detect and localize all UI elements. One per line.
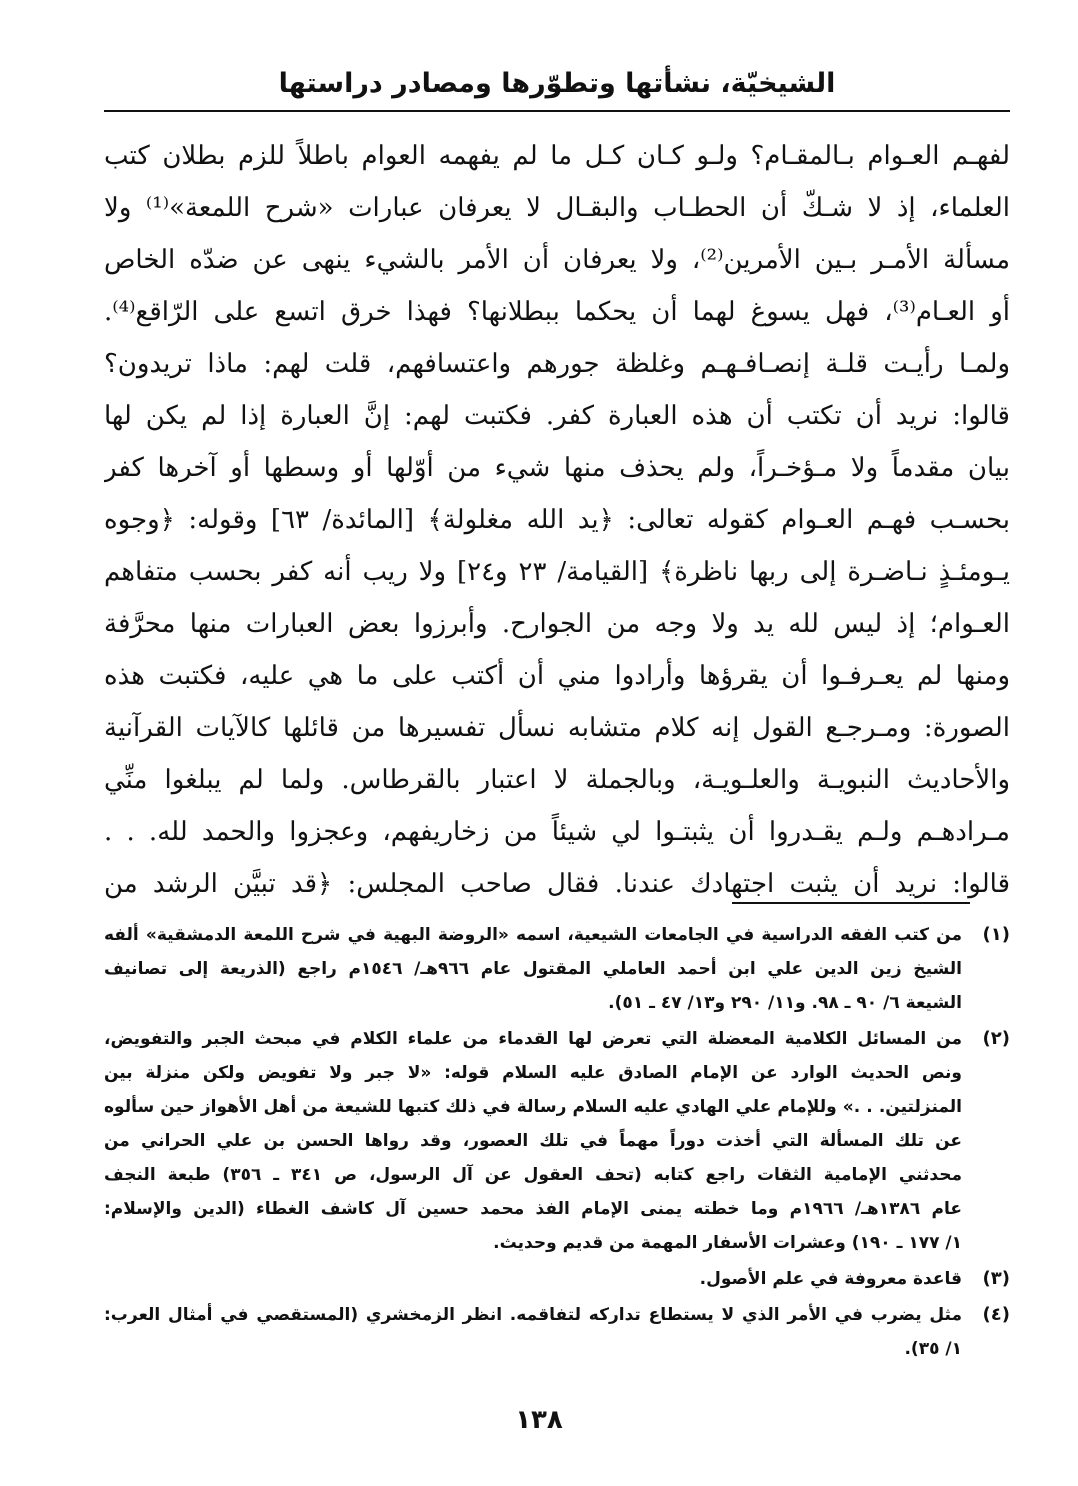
text-line: لفهـم العـوام بـالمقـام؟ ولـو كـان كـل ما لم يفهمه العوام باطلاً للزم بطلان كتب (104, 141, 1010, 171)
text-line: يـومئـذٍ نـاضـرة إلى ربها ناظرة﴾ [القيامة/ ٢٣ و٢٤] ولا ريب أنه كفر بحسب متفاهم (104, 557, 1010, 587)
footnote-1 (104, 918, 1010, 1020)
text-line: مـرادهـم ولـم يقـدروا أن يثبتـوا لي شيئاً من زخاريفهم، وعجزوا والحمد لله. . . (104, 817, 1010, 847)
footnote-separator (732, 902, 970, 904)
footnote-line: ١/ ٣٥). (904, 1339, 962, 1359)
text-line: العـوام؛ إذ ليس لله يد ولا وجه من الجوارح. وأبرزوا بعض العبارات منها محرَّفة (104, 609, 1010, 639)
footnote-number: (٢) (982, 1028, 1010, 1049)
page-number: ١٣٨ (515, 1405, 563, 1435)
text-line: بيان مقدماً ولا مـؤخـراً، ولم يحذف منها شيء من أوّلها أو وسطها أو آخرها كفر (104, 453, 1010, 483)
footnote-line: المنزلتين. . .» وللإمام علي الهادي عليه السلام رسالة في ذلك كتبها للشيعة من أهل الأهواز حين سألوه (104, 1097, 962, 1117)
footnote-line: من المسائل الكلامية المعضلة التي تعرض لها القدماء من علماء الكلام في مبحث الجبر والتفويض، (104, 1029, 962, 1049)
footnote-line: مثل يضرب في الأمر الذي لا يستطاع تداركه لتفاقمه. انظر الزمخشري (المستقصي في أمثال العرب: (104, 1305, 962, 1325)
footnote-number: (١) (982, 924, 1010, 945)
footnote-line: ١/ ١٧٧ ـ ١٩٠) وعشرات الأسفار المهمة من قديم وحديث. (493, 1233, 962, 1253)
footnote-line: الشيعة ٦/ ٩٠ ـ ٩٨. و١١/ ٢٩٠ و١٣/ ٤٧ ـ ٥١). (608, 993, 962, 1013)
main-text (104, 130, 1010, 910)
text-line: أو العـام⁽³⁾، فهل يسوغ لهما أن يحكما ببطلانها؟ فهذا خرق اتسع على الرّاقع⁽⁴⁾. (104, 297, 1010, 327)
footnote-line: ونص الحديث الوارد عن الإمام الصادق عليه السلام قوله: «لا جبر ولا تفويض ولكن منزلة بين (104, 1063, 962, 1083)
running-header-title: الشيخيّة، نشأتها وتطوّرها ومصادر دراستها (278, 68, 836, 99)
footnote-4 (104, 1298, 1010, 1366)
footnote-3 (104, 1262, 1010, 1296)
text-line: والأحاديث النبويـة والعلـويـة، وبالجملة لا اعتبار بالقرطاس. ولما لم يبلغوا منِّي (104, 765, 1010, 795)
text-line: مسألة الأمـر بـين الأمرين⁽²⁾، ولا يعرفان أن الأمر بالشيء ينهى عن ضدّه الخاص (104, 245, 1010, 275)
footnote-number: (٣) (982, 1268, 1010, 1289)
footnote-line: عن تلك المسألة التي أخذت دوراً مهماً في تلك العصور، وقد رواها الحسن بن علي الحراني من (104, 1131, 962, 1151)
text-line: ومنها لم يعـرفـوا أن يقرؤها وأرادوا مني أن أكتب على ما هي عليه، فكتبت هذه (104, 661, 1010, 691)
text-line: قالوا: نريد أن يثبت اجتهادك عندنا. فقال صاحب المجلس: ﴿قد تبيَّن الرشد من (104, 869, 1010, 899)
footnote-line: عام ١٣٨٦هـ/ ١٩٦٦م وما خطته يمنى الإمام الفذ محمد حسين آل كاشف الغطاء (الدين والإسلام: (104, 1199, 962, 1219)
text-line: ولمـا رأيـت قلـة إنصـافـهـم وغلظة جورهم واعتسافهم، قلت لهم: ماذا تريدون؟ (104, 349, 1010, 379)
text-line: العلماء، إذ لا شـكّ أن الحطـاب والبقـال لا يعرفان عبارات «شرح اللمعة»⁽¹⁾ ولا (104, 193, 1010, 223)
footnote-number: (٤) (982, 1304, 1010, 1325)
running-header (104, 56, 1010, 112)
footnote-line: الشيخ زين الدين علي ابن أحمد العاملي المقتول عام ٩٦٦هـ/ ١٥٤٦م راجع (الذريعة إلى تصانيف (104, 959, 962, 979)
text-line: الصورة: ومـرجـع القول إنه كلام متشابه نسأل تفسيرها من قائلها كالآيات القرآنية (104, 713, 1010, 743)
footnotes (104, 918, 1010, 1368)
footnote-line: من كتب الفقه الدراسية في الجامعات الشيعية، اسمه «الروضة البهية في شرح اللمعة الدمشقية» ألفه (104, 925, 962, 945)
text-line: بحسـب فهـم العـوام كقوله تعالى: ﴿يد الله مغلولة﴾ [المائدة/ ٦٣] وقوله: ﴿وجوه (104, 505, 1010, 535)
footnote-2 (104, 1022, 1010, 1260)
footnote-line: محدثني الإمامية الثقات راجع كتابه (تحف العقول عن آل الرسول، ص ٣٤١ ـ ٣٥٦) طبعة النجف (104, 1165, 962, 1185)
text-line: قالوا: نريد أن تكتب أن هذه العبارة كفر. فكتبت لهم: إنَّ العبارة إذا لم يكن لها (104, 401, 1010, 431)
footnote-line: قاعدة معروفة في علم الأصول. (699, 1269, 962, 1289)
